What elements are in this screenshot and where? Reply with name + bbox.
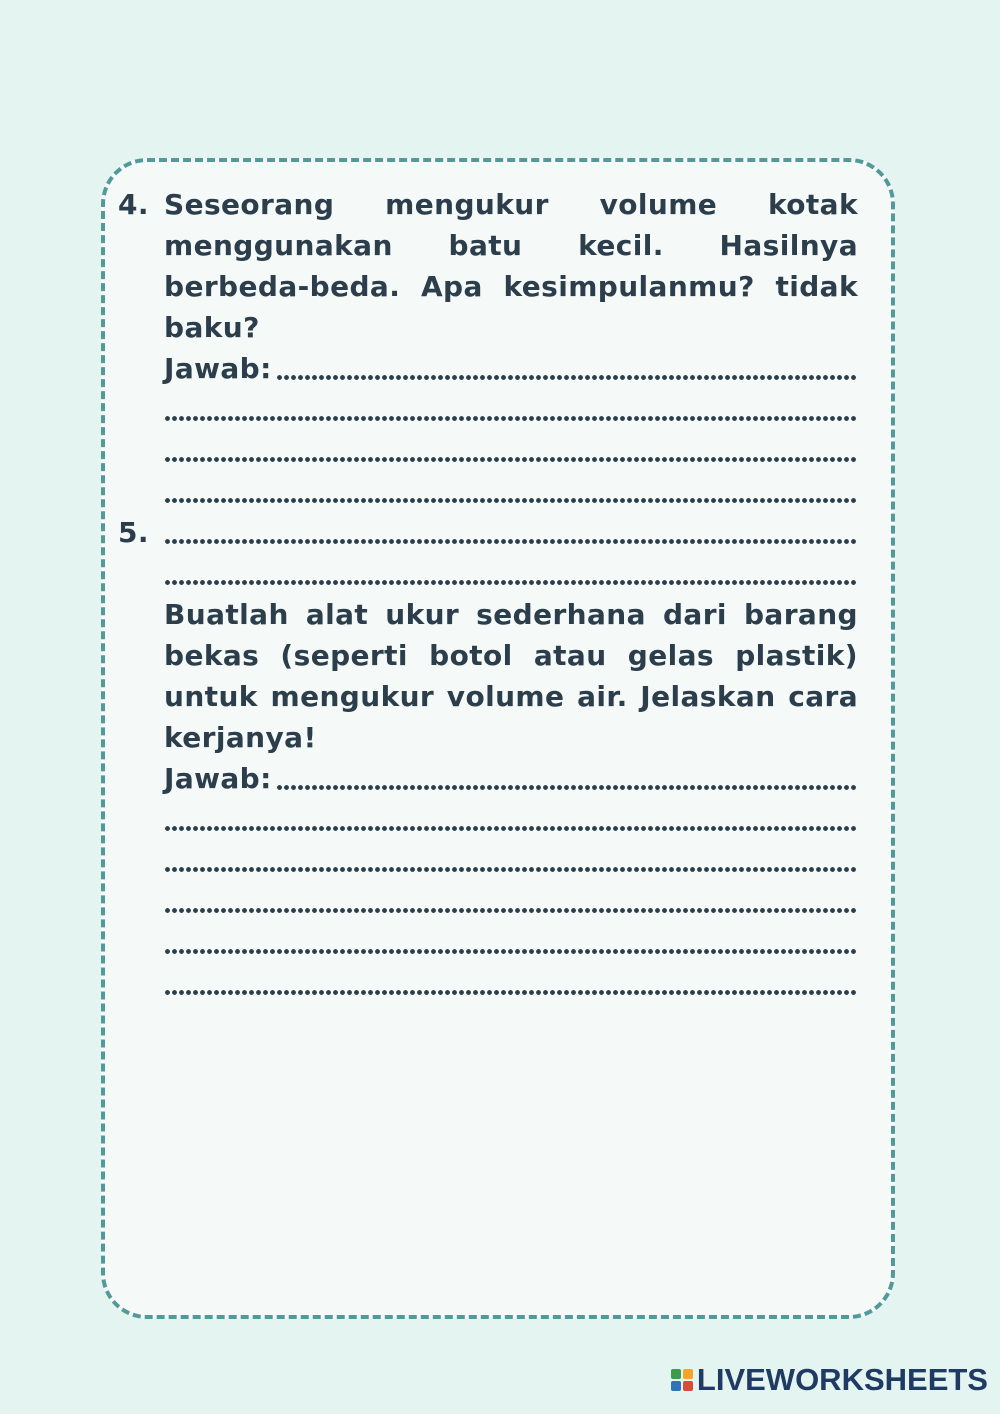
answer-label: Jawab: (164, 352, 272, 385)
dotted-line (164, 867, 858, 872)
dotted-line (164, 580, 858, 585)
question-number: 5. (118, 516, 149, 549)
dotted-line (164, 457, 858, 462)
logo-square (671, 1369, 681, 1379)
answer-line[interactable] (164, 553, 858, 594)
dotted-line (276, 785, 858, 790)
liveworksheets-logo[interactable] (671, 1362, 988, 1398)
dotted-line (164, 949, 858, 954)
answer-line[interactable] (164, 512, 858, 553)
dotted-line (164, 908, 858, 913)
dotted-line (164, 416, 858, 421)
answer-line[interactable] (164, 348, 858, 389)
question-number: 4. (118, 188, 149, 221)
dotted-line (164, 498, 858, 503)
worksheet-content (118, 184, 858, 1004)
logo-square (671, 1381, 681, 1391)
answer-line[interactable] (164, 922, 858, 963)
dotted-line (164, 826, 858, 831)
dotted-line (276, 375, 858, 380)
answer-line[interactable] (164, 430, 858, 471)
answer-line[interactable] (164, 881, 858, 922)
question-5 (118, 512, 858, 1004)
answer-line[interactable] (164, 840, 858, 881)
answer-line[interactable] (164, 389, 858, 430)
dotted-line (164, 539, 858, 544)
dotted-line (164, 990, 858, 995)
answer-line[interactable] (164, 758, 858, 799)
logo-square (683, 1369, 693, 1379)
answer-line[interactable] (164, 799, 858, 840)
logo-square (683, 1381, 693, 1391)
question-text: Buatlah alat ukur sederhana dari barang bekas (seperti botol atau gelas plastik) untuk mengukur volume air. Jelaskan cara kerjanya! (164, 598, 858, 754)
logo-text: LIVEWORKSHEETS (696, 1362, 988, 1397)
answer-label: Jawab: (164, 762, 272, 795)
logo-icon (671, 1369, 693, 1391)
question-text: Seseorang mengukur volume kotak menggunakan batu kecil. Hasilnya berbeda-beda. Apa kesimpulanmu? tidak baku? (164, 188, 858, 344)
answer-line[interactable] (164, 963, 858, 1004)
answer-line[interactable] (164, 471, 858, 512)
question-4 (118, 184, 858, 512)
